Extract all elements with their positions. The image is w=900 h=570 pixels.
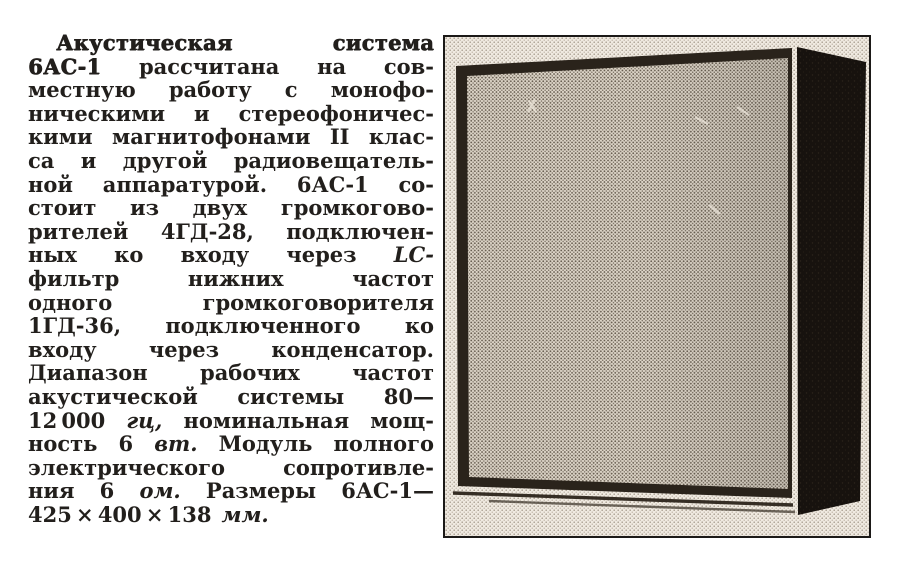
text-line — [28, 173, 434, 197]
word: другой — [122, 147, 208, 173]
word: аппаратурой. — [102, 171, 268, 197]
speaker-grille-shading — [467, 58, 788, 489]
word: частот — [352, 265, 434, 291]
text-line — [28, 31, 434, 55]
word: 6АС-1 — [296, 171, 369, 197]
word: 12 000 — [28, 407, 106, 433]
word: мощ- — [370, 407, 434, 433]
text-line — [28, 338, 434, 362]
word: работу — [168, 77, 252, 103]
word: система — [332, 30, 434, 55]
word: ко — [114, 242, 144, 268]
word: ных — [28, 242, 77, 268]
word: частот — [352, 360, 434, 386]
text-line — [28, 432, 434, 456]
speaker-photo-art — [445, 37, 869, 536]
word: магнитофонами — [111, 124, 311, 150]
word: и — [194, 100, 210, 126]
text-line — [28, 243, 434, 267]
word: местную — [28, 77, 136, 103]
word: системы — [237, 383, 345, 409]
word: рителей — [28, 218, 129, 244]
word: номинальная — [183, 407, 350, 433]
word: ническими — [28, 100, 166, 126]
word: ной — [28, 171, 73, 197]
word: LC- — [393, 242, 434, 268]
word: электрического — [28, 454, 225, 480]
word: рабочих — [200, 360, 300, 386]
word: и — [80, 147, 97, 173]
word: монофо- — [330, 77, 434, 103]
word: Модуль — [218, 431, 313, 457]
word: подключенного — [165, 313, 361, 339]
speaker-side-panel — [797, 47, 866, 515]
word: мм. — [221, 501, 269, 527]
word: конденсатор. — [271, 336, 434, 362]
word: стоит — [28, 195, 97, 221]
word: нижних — [187, 265, 284, 291]
word: Акустическая — [56, 30, 233, 55]
word: 6АС-1 — [28, 53, 102, 79]
text-line — [28, 291, 434, 315]
word: ность — [28, 431, 98, 457]
word: подключен- — [286, 218, 434, 244]
word: Диапазон — [28, 360, 148, 386]
word: радиовещатель- — [233, 147, 434, 173]
word: со- — [398, 171, 434, 197]
text-line — [28, 220, 434, 244]
word: ом. — [139, 478, 181, 504]
word: входу — [180, 242, 250, 268]
text-line — [28, 149, 434, 173]
text-line — [28, 196, 434, 220]
word: одного — [28, 289, 113, 315]
text-line — [28, 55, 434, 79]
text-line — [28, 479, 434, 503]
text-line — [28, 385, 434, 409]
word: 425 × 400 × 138 — [28, 501, 212, 527]
text-line — [28, 409, 434, 433]
word: 6АС-1— — [341, 478, 434, 504]
word: сов- — [383, 53, 434, 79]
speaker-photo — [443, 35, 871, 538]
word: 80— — [383, 383, 434, 409]
word: полного — [333, 431, 434, 457]
text-line — [28, 456, 434, 480]
word: Размеры — [205, 478, 317, 504]
word: громкоговорителя — [202, 289, 434, 315]
word: 4ГД-28, — [160, 218, 254, 244]
word: 6 — [99, 478, 115, 504]
text-line — [28, 314, 434, 338]
word: стереофоничес- — [238, 100, 434, 126]
text-line — [28, 78, 434, 102]
word: сопротивле- — [283, 454, 434, 480]
word: с — [284, 77, 298, 103]
word: кими — [28, 124, 93, 150]
word: II — [329, 124, 350, 150]
text-line — [28, 125, 434, 149]
text-line — [28, 267, 434, 291]
word: клас- — [368, 124, 434, 150]
word: гц, — [126, 407, 163, 433]
word: 6 — [118, 431, 134, 457]
word: через — [286, 242, 357, 268]
text-line — [28, 503, 434, 527]
word: акустической — [28, 383, 198, 409]
word: громкогово- — [280, 195, 434, 221]
article-text — [28, 31, 434, 526]
word: са — [28, 147, 55, 173]
word: ния — [28, 478, 75, 504]
text-line — [28, 102, 434, 126]
word: двух — [192, 195, 248, 221]
text-line — [28, 361, 434, 385]
word: фильтр — [28, 265, 120, 291]
word: вт. — [154, 431, 198, 457]
word: через — [148, 336, 220, 362]
word: ко — [404, 313, 434, 339]
word: рассчитана — [139, 53, 280, 79]
word: на — [317, 53, 347, 79]
word: из — [130, 195, 160, 221]
word: 1ГД-36, — [28, 313, 122, 339]
word: входу — [28, 336, 97, 362]
